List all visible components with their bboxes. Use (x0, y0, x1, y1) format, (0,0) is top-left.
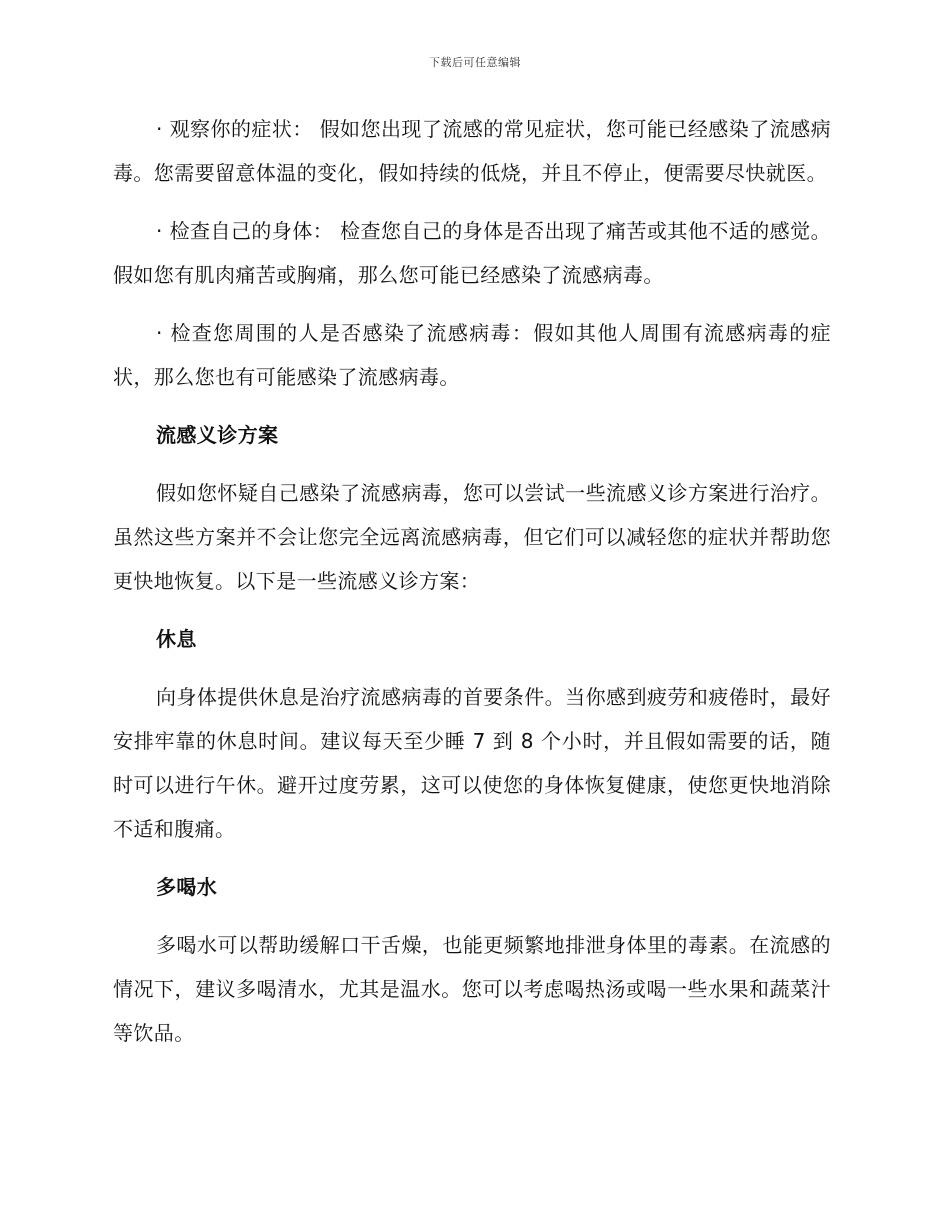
drink-water-paragraph: 多喝水可以帮助缓解口干舌燥，也能更频繁地排泄身体里的毒素。在流感的情况下，建议多喝清水，尤其是温水。您可以考虑喝热汤或喝一些水果和蔬菜汁等饮品。 (113, 933, 831, 1045)
drink-water-heading: 多喝水 (156, 875, 218, 899)
document-body (113, 107, 831, 1069)
clinic-plan-intro-paragraph: 假如您怀疑自己感染了流感病毒，您可以尝试一些流感义诊方案进行治疗。虽然这些方案并不会让您完全远离流感病毒，但它们可以减轻您的症状并帮助您更快地恢复。以下是一些流感义诊方案： (113, 481, 831, 593)
symptom-observe-paragraph: · 观察你的症状： 假如您出现了流感的常见症状，您可能已经感染了流感病毒。您需要留意体温的变化，假如持续的低烧，并且不停止，便需要尽快就医。 (113, 117, 831, 185)
rest-heading: 休息 (156, 627, 197, 651)
page-header-note: 下载后可任意编辑 (429, 56, 521, 69)
body-check-paragraph: · 检查自己的身体： 检查您自己的身体是否出现了痛苦或其他不适的感觉。假如您有肌肉痛苦或胸痛，那么您可能已经感染了流感病毒。 (113, 219, 831, 287)
people-check-paragraph: · 检查您周围的人是否感染了流感病毒：假如其他人周围有流感病毒的症状，那么您也有可能感染了流感病毒。 (113, 321, 831, 389)
clinic-plan-heading: 流感义诊方案 (156, 423, 279, 447)
rest-paragraph: 向身体提供休息是治疗流感病毒的首要条件。当你感到疲劳和疲倦时，最好安排牢靠的休息时间。建议每天至少睡 7 到 8 个小时，并且假如需要的话，随时可以进行午休。避开过度劳累，这可以使您的身体恢复健康，使您更快地消除不适和腹痛。 (113, 685, 831, 841)
